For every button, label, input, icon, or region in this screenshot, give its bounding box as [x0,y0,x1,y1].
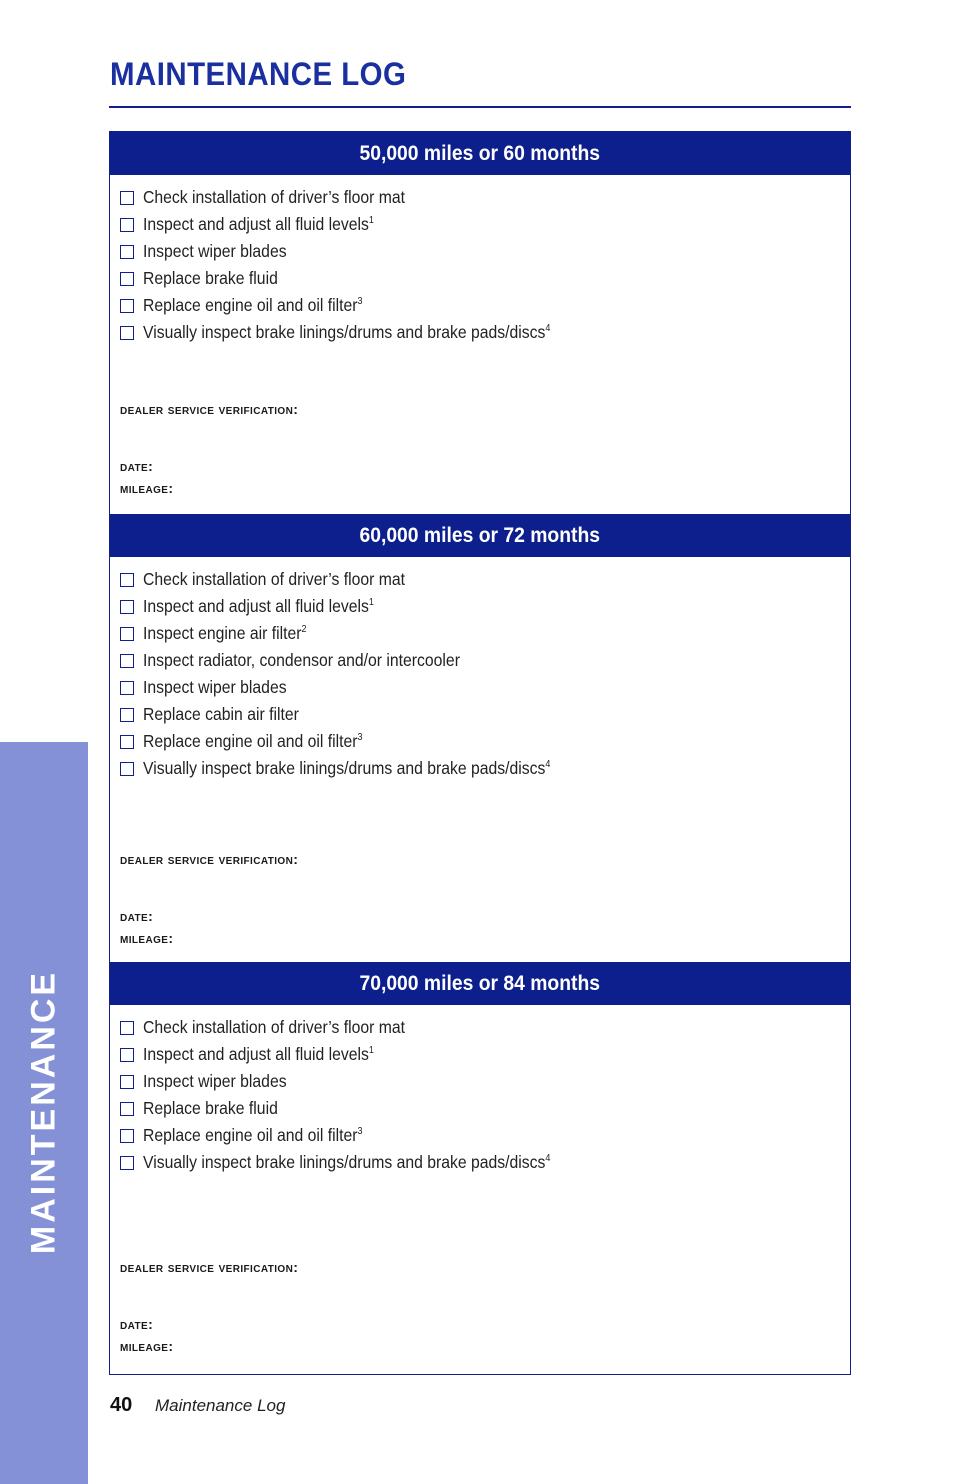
date-label: date: [120,908,154,924]
checklist-item: Replace engine oil and oil filter$^3$ [110,728,850,755]
title-divider [109,106,851,108]
section-header: 60,000 miles or 72 months [110,514,850,557]
checkbox[interactable] [120,681,134,695]
checklist-item: Replace engine oil and oil filter$^3$ [110,1122,850,1149]
dealer-service-verification-label: dealer service verification: [120,851,299,867]
checklist-item: Check installation of driver’s floor mat [110,566,850,593]
checklist-item: Visually inspect brake linings/drums and brake pads/discs$^4$ [110,319,850,346]
page-number: 40 [110,1394,133,1416]
checkbox[interactable] [120,600,134,614]
checkbox[interactable] [120,1156,134,1170]
checkbox[interactable] [120,245,134,259]
checkbox[interactable] [120,272,134,286]
checkbox[interactable] [120,1048,134,1062]
checklist-item: Visually inspect brake linings/drums and brake pads/discs$^4$ [110,755,850,782]
checkbox[interactable] [120,1102,134,1116]
checklist-item: Inspect radiator, condensor and/or intercooler [110,647,850,674]
checklist-item: Check installation of driver’s floor mat [110,1014,850,1041]
mileage-label: mileage: [120,930,174,946]
checkbox[interactable] [120,654,134,668]
checkbox[interactable] [120,299,134,313]
checklist-item: Replace brake fluid [110,265,850,292]
checklist-item: Replace brake fluid [110,1095,850,1122]
side-tab-label: MAINTENANCE [24,969,63,1255]
interval-section-70000 [110,962,850,1374]
checklist-item: Inspect engine air filter$^2$ [110,620,850,647]
checkbox[interactable] [120,1075,134,1089]
checklist [110,566,850,782]
checkbox[interactable] [120,762,134,776]
date-label: date: [120,458,154,474]
maintenance-log-table [109,131,851,1375]
date-label: date: [120,1316,154,1332]
mileage-label: mileage: [120,1338,174,1354]
checkbox[interactable] [120,1021,134,1035]
footer-label: Maintenance Log [155,1396,286,1415]
checklist-item: Visually inspect brake linings/drums and brake pads/discs$^4$ [110,1149,850,1176]
checklist-item: Check installation of driver’s floor mat [110,184,850,211]
checklist-item: Inspect wiper blades [110,1068,850,1095]
checklist-item: Inspect wiper blades [110,238,850,265]
checklist [110,184,850,346]
section-header: 50,000 miles or 60 months [110,132,850,175]
section-header: 70,000 miles or 84 months [110,962,850,1005]
checklist-item: Inspect wiper blades [110,674,850,701]
mileage-label: mileage: [120,480,174,496]
checkbox[interactable] [120,735,134,749]
checklist-item: Replace cabin air filter [110,701,850,728]
checkbox[interactable] [120,326,134,340]
checkbox[interactable] [120,627,134,641]
dealer-service-verification-label: dealer service verification: [120,401,299,417]
checkbox[interactable] [120,708,134,722]
checkbox[interactable] [120,218,134,232]
interval-section-60000 [110,514,850,962]
checklist-item: Inspect and adjust all fluid levels$^1$ [110,1041,850,1068]
checklist-item: Inspect and adjust all fluid levels$^1$ [110,211,850,238]
checkbox[interactable] [120,1129,134,1143]
dealer-service-verification-label: dealer service verification: [120,1259,299,1275]
page-title: MAINTENANCE LOG [110,56,407,92]
checkbox[interactable] [120,573,134,587]
checklist-item: Replace engine oil and oil filter$^3$ [110,292,850,319]
checklist-item: Inspect and adjust all fluid levels$^1$ [110,593,850,620]
checkbox[interactable] [120,191,134,205]
interval-section-50000 [110,132,850,514]
checklist [110,1014,850,1176]
